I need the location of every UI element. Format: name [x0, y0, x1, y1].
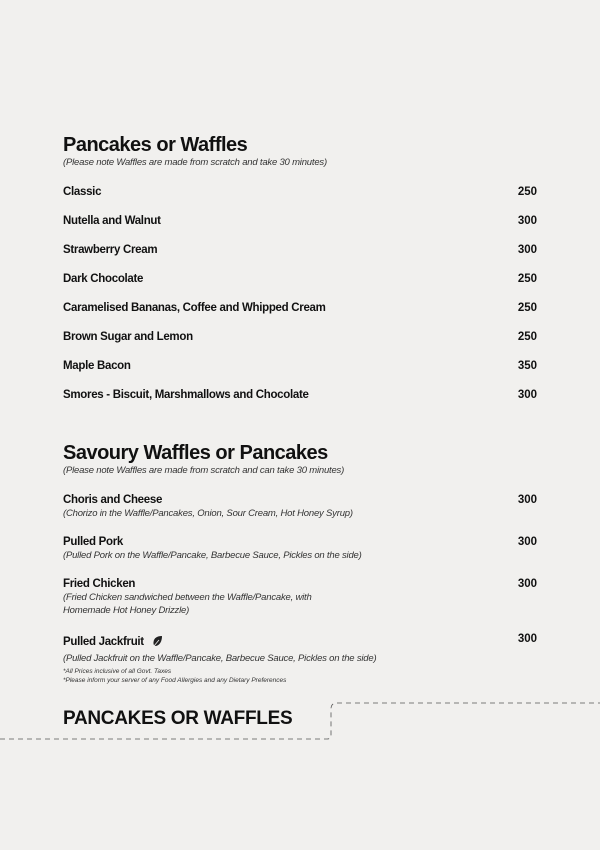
- item-name: Pulled Pork: [63, 536, 123, 548]
- menu-item-list: [63, 185, 537, 417]
- menu-item: [63, 359, 537, 388]
- item-name: Dark Chocolate: [63, 273, 144, 285]
- footnote: *Please inform your server of any Food Allergies and any Dietary Preferences: [63, 677, 287, 684]
- item-name: Caramelised Bananas, Coffee and Whipped Cream: [63, 302, 326, 314]
- item-name: Choris and Cheese: [63, 494, 163, 506]
- item-price: 300: [517, 215, 537, 227]
- banner-title: PANCAKES OR WAFFLES: [63, 708, 293, 729]
- menu-item: [63, 214, 537, 243]
- item-price: 250: [517, 331, 537, 343]
- item-price: 250: [517, 186, 537, 198]
- item-name: Classic: [63, 186, 102, 198]
- section-note: (Please note Waffles are made from scratch and can take 30 minutes): [63, 465, 345, 476]
- item-price: 300: [517, 494, 537, 506]
- menu-section-savoury-waffles: [63, 442, 537, 680]
- item-price: 300: [517, 633, 537, 645]
- item-price: 250: [517, 273, 537, 285]
- item-name: Smores - Biscuit, Marshmallows and Chocolate: [63, 389, 309, 401]
- menu-section-pancakes-or-waffles: [63, 134, 537, 417]
- item-name-group: [63, 632, 163, 652]
- menu-item: [63, 388, 537, 417]
- item-price: 250: [517, 302, 537, 314]
- menu-item: [63, 632, 537, 665]
- item-description: (Fried Chicken sandwiched between the Waffle/Pancake, with Homemade Hot Honey Drizzle): [63, 592, 312, 616]
- menu-item: [63, 535, 537, 562]
- menu-item: [63, 272, 537, 301]
- item-price: 300: [517, 244, 537, 256]
- leaf-icon: [152, 634, 163, 652]
- item-description: (Pulled Pork on the Waffle/Pancake, Barbecue Sauce, Pickles on the side): [63, 550, 362, 561]
- menu-item: [63, 185, 537, 214]
- section-title: Pancakes or Waffles: [63, 134, 248, 156]
- item-description: (Chorizo in the Waffle/Pancakes, Onion, Sour Cream, Hot Honey Syrup): [63, 508, 353, 519]
- menu-item: [63, 493, 537, 520]
- menu-item: [63, 301, 537, 330]
- item-price: 300: [517, 536, 537, 548]
- menu-item: [63, 330, 537, 359]
- item-name: Maple Bacon: [63, 360, 131, 372]
- menu-item: [63, 577, 537, 617]
- item-name: Strawberry Cream: [63, 244, 158, 256]
- item-description: (Pulled Jackfruit on the Waffle/Pancake, Barbecue Sauce, Pickles on the side): [63, 653, 377, 664]
- menu-item-list: [63, 493, 537, 665]
- section-title: Savoury Waffles or Pancakes: [63, 442, 328, 464]
- footnotes: [63, 667, 286, 685]
- item-price: 300: [517, 389, 537, 401]
- item-price: 300: [517, 578, 537, 590]
- item-name: Pulled Jackfruit: [63, 636, 144, 648]
- footnote: *All Prices inclusive of all Govt. Taxes: [63, 668, 172, 675]
- item-name: Brown Sugar and Lemon: [63, 331, 193, 343]
- item-price: 350: [517, 360, 537, 372]
- menu-item: [63, 243, 537, 272]
- item-name: Fried Chicken: [63, 578, 136, 590]
- item-name: Nutella and Walnut: [63, 215, 161, 227]
- section-note: (Please note Waffles are made from scratch and take 30 minutes): [63, 157, 327, 168]
